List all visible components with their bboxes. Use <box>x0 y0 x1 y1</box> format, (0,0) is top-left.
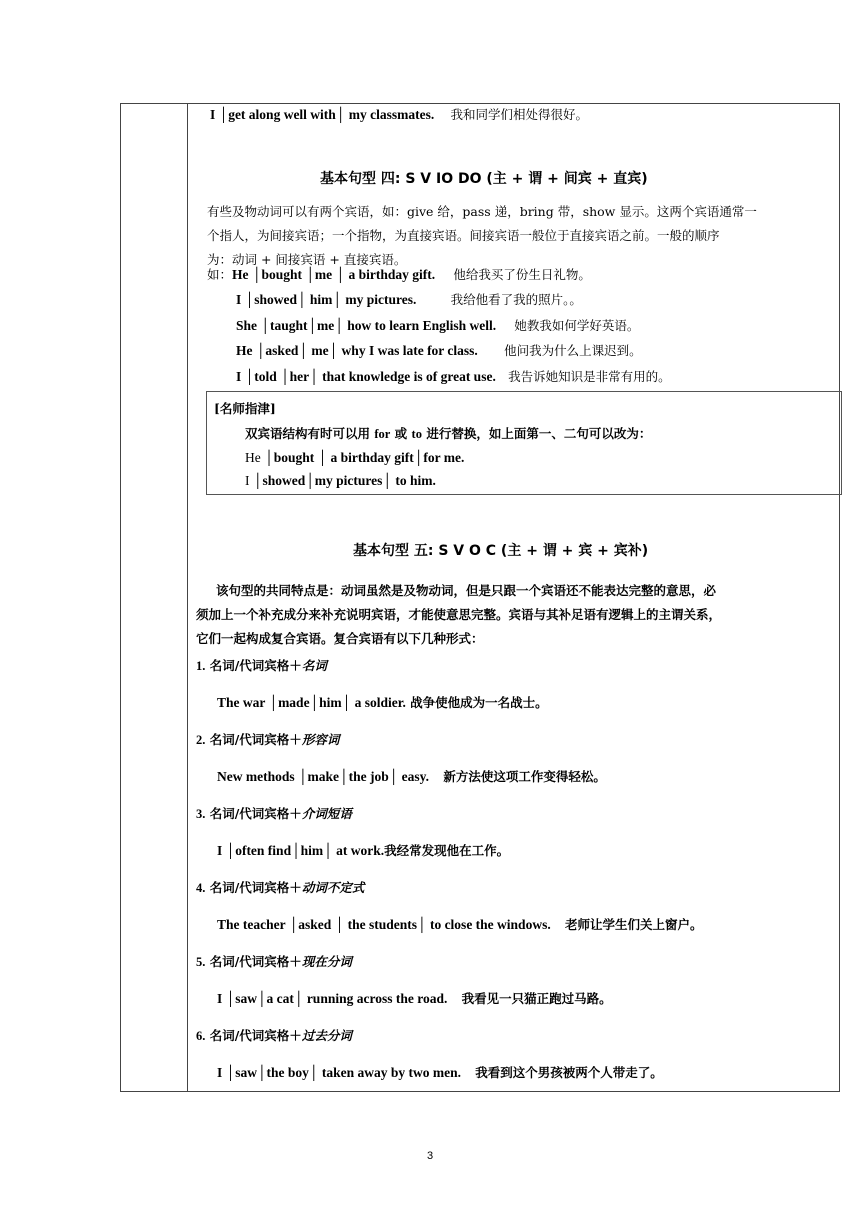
example-chinese: 我看见一只猫正跑过马路。 <box>461 991 612 1006</box>
previous-example-line <box>210 106 588 124</box>
example-english: He │asked│ me│ why I was late for class. <box>236 343 478 358</box>
intro-line: 该句型的共同特点是：动词虽然是及物动词，但是只跟一个宾语还不能表达完整的意思，必 <box>216 583 717 598</box>
tip-text-part: 双宾语结构有时可以用 <box>245 426 375 441</box>
form-heading <box>196 657 327 675</box>
teacher-tip-text <box>245 425 651 443</box>
example-chinese: 我告诉她知识是非常有用的。 <box>508 369 671 384</box>
form-label: 名词/代词宾格＋ <box>209 658 302 673</box>
page-number: 3 <box>426 1150 434 1162</box>
form-example <box>217 694 548 712</box>
form-heading <box>196 953 352 971</box>
form-number: 2. <box>196 733 206 747</box>
example-english: New methods │make│the job│ easy. <box>217 769 430 784</box>
example-english: I │often find│him│ at work. <box>217 843 385 858</box>
tip-example-subject: He <box>245 450 265 465</box>
example-chinese: 我看到这个男孩被两个人带走了。 <box>475 1065 663 1080</box>
tip-example-line <box>245 449 464 467</box>
example-chinese: 我给他看了我的照片。。 <box>450 292 582 307</box>
example-chinese: 他给我买了份生日礼物。 <box>453 267 591 282</box>
form-label-italic: 动词不定式 <box>301 880 365 895</box>
example-row <box>236 317 639 335</box>
example-chinese: 新方法使这项工作变得轻松。 <box>443 769 606 784</box>
example-english: I │get along well with│ my classmates. <box>210 107 435 122</box>
example-row <box>236 368 671 386</box>
form-example <box>217 1064 663 1082</box>
intro-line: 须加上一个补充成分来补充说明宾语，才能使意思完整。宾语与其补足语有逻辑上的主谓关系， <box>196 607 722 622</box>
example-english: The teacher │asked │ the students│ to close the windows. <box>217 917 551 932</box>
tip-example-subject: I <box>245 473 253 488</box>
example-english: I │saw│a cat│ running across the road. <box>217 991 448 1006</box>
intro-line: 个指人，为间接宾语；一个指物，为直接宾语。间接宾语一般位于直接宾语之前。一般的顺序 <box>207 228 720 243</box>
example-chinese: 我和同学们相处得很好。 <box>450 107 589 122</box>
example-row <box>207 266 591 284</box>
tip-text-part: 进行替换，如上面第一、二句可以改为： <box>421 426 652 441</box>
example-english: He │bought │me │ a birthday gift. <box>232 267 436 282</box>
form-example <box>217 842 509 860</box>
form-example <box>217 916 703 934</box>
form-heading <box>196 879 364 897</box>
form-heading <box>196 1027 352 1045</box>
example-chinese: 我经常发现他在工作。 <box>384 843 510 858</box>
tip-example-line <box>245 472 436 490</box>
example-chinese: 老师让学生们关上窗户。 <box>565 917 703 932</box>
example-english: The war │made│him│ a soldier. <box>217 695 406 710</box>
form-label-italic: 现在分词 <box>301 954 352 969</box>
section-4-title: 基本句型 四: S V IO DO (主 + 谓 + 间宾 + 直宾) <box>320 171 648 187</box>
example-chinese: 战争使他成为一名战士。 <box>410 695 548 710</box>
form-label-italic: 名词 <box>301 658 327 673</box>
intro-line: 为：动词 + 间接宾语 + 直接宾语。 <box>207 252 407 267</box>
example-english: I │showed│ him│ my pictures. <box>236 292 417 307</box>
form-number: 3. <box>196 807 206 821</box>
tip-text-part: 或 <box>390 426 412 441</box>
form-label-italic: 介词短语 <box>301 806 352 821</box>
example-english: I │told │her│ that knowledge is of great use. <box>236 369 496 384</box>
section-4-intro <box>207 200 757 272</box>
example-english: She │taught│me│ how to learn English well. <box>236 318 497 333</box>
example-chinese: 她教我如何学好英语。 <box>514 318 640 333</box>
section-5-intro-cont <box>196 603 721 651</box>
form-number: 4. <box>196 881 206 895</box>
section-5-title: 基本句型 五: S V O C (主 + 谓 + 宾 + 宾补) <box>353 543 649 559</box>
intro-line: 它们一起构成复合宾语。复合宾语有以下几种形式： <box>196 631 484 646</box>
form-label: 名词/代词宾格＋ <box>209 806 302 821</box>
form-label: 名词/代词宾格＋ <box>209 732 302 747</box>
form-example <box>217 990 612 1008</box>
example-english: I │saw│the boy│ taken away by two men. <box>217 1065 461 1080</box>
example-row <box>236 291 582 309</box>
form-heading <box>196 731 339 749</box>
form-label: 名词/代词宾格＋ <box>209 954 302 969</box>
form-number: 5. <box>196 955 206 969</box>
teacher-tip-header: [名师指津] <box>214 401 276 416</box>
section-5-intro <box>196 579 716 603</box>
form-label: 名词/代词宾格＋ <box>209 1028 302 1043</box>
form-number: 1. <box>196 659 206 673</box>
intro-line: 有些及物动词可以有两个宾语，如：give 给，pass 递，bring 带，show 显示。这两个宾语通常一 <box>207 204 757 219</box>
tip-keyword-for: for <box>374 427 391 441</box>
form-label: 名词/代词宾格＋ <box>209 880 302 895</box>
tip-keyword-to: to <box>411 427 422 441</box>
example-prefix: 如： <box>207 267 233 282</box>
example-row <box>236 342 642 360</box>
form-label-italic: 形容词 <box>301 732 340 747</box>
form-label-italic: 过去分词 <box>301 1028 352 1043</box>
table-column-divider <box>187 104 188 1091</box>
form-example <box>217 768 606 786</box>
example-chinese: 他问我为什么上课迟到。 <box>504 343 642 358</box>
tip-example-rest: │showed│my pictures│ to him. <box>252 473 436 488</box>
form-number: 6. <box>196 1029 206 1043</box>
tip-example-rest: │bought │ a birthday gift│for me. <box>264 450 465 465</box>
form-heading <box>196 805 352 823</box>
